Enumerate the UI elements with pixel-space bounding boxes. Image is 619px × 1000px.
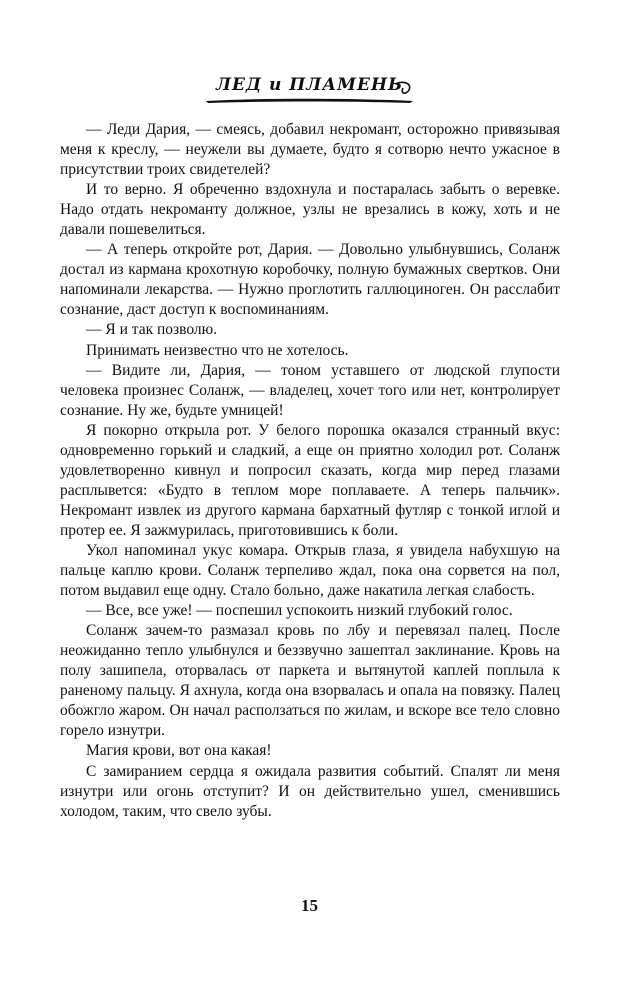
paragraph: Укол напоминал укус комара. Открыв глаза, я увидела набухшую на пальце каплю крови. Соланж терпеливо ждал, пока она сорвется на пол, потом выдавил еще одну. Стало больно, даже накатила легкая слабость. xyxy=(60,541,560,600)
paragraph: — Видите ли, Дария, — тоном уставшего от людской глупости человека произнес Соланж, — владелец, хочет того или нет, контролирует сознание. Ну же, будьте умницей! xyxy=(60,361,560,419)
paragraph: С замиранием сердца я ожидала развития событий. Спалят ли меня изнутри или огонь отступит? И он действительно ушел, сменившись холодом, таким, что свело зубы. xyxy=(60,762,560,820)
book-title: ЛЕД и ПЛАМЕНЬ xyxy=(215,75,404,95)
paragraph: Принимать неизвестно что не хотелось. xyxy=(86,341,349,359)
paragraph: — А теперь откройте рот, Дария. — Довольно улыбнувшись, Соланж достал из кармана крохотную коробочку, полную бумажных свертков. Они напоминали лекарства. — Нужно проглотить галлюциноген. Он расслабит сознание, даст доступ к воспоминаниям. xyxy=(60,241,560,319)
paragraph: — Я и так позволю. xyxy=(86,321,218,339)
paragraph: — Леди Дария, — смеясь, добавил некромант, осторожно привязывая меня к креслу, — неужели вы думаете, будто я сотворю нечто ужасное в присутствии троих свидетелей? xyxy=(60,121,560,179)
body-text xyxy=(60,120,560,822)
running-header xyxy=(0,70,619,110)
paragraph: — Все, все уже! — поспешил успокоить низкий глубокий голос. xyxy=(86,602,513,620)
page-number: 15 xyxy=(301,896,318,915)
paragraph: Соланж зачем-то размазал кровь по лбу и перевязал палец. После неожиданно тепло улыбнулся и беззвучно зашептал заклинание. Кровь на полу зашипела, оторвалась от паркета и вытянутой каплей поплыла к раненому пальцу. Я ахнула, когда она взорвалась и опала на повязку. Палец обожгло жаром. Он начал расползаться по жилам, и вскоре все тело словно горело изнутри. xyxy=(60,622,560,740)
paragraph: Магия крови, вот она какая! xyxy=(86,742,272,760)
paragraph: Я покорно открыла рот. У белого порошка оказался странный вкус: одновременно горький и сладкий, а еще он приятно холодил рот. Соланж удовлетворенно кивнул и попросил сказать, когда мир перед глазами расплывется: «Будто в теплом море поплаваете. А теперь пальчик». Некромант извлек из другого кармана бархатный футляр с тонкой иглой и протер ее. Я зажмурилась, приготовившись к боли. xyxy=(60,421,560,539)
paragraph: И то верно. Я обреченно вздохнула и постаралась забыть о веревке. Надо отдать некроманту должное, узлы не врезались в кожу, хоть и не давали пошевелиться. xyxy=(60,181,560,239)
